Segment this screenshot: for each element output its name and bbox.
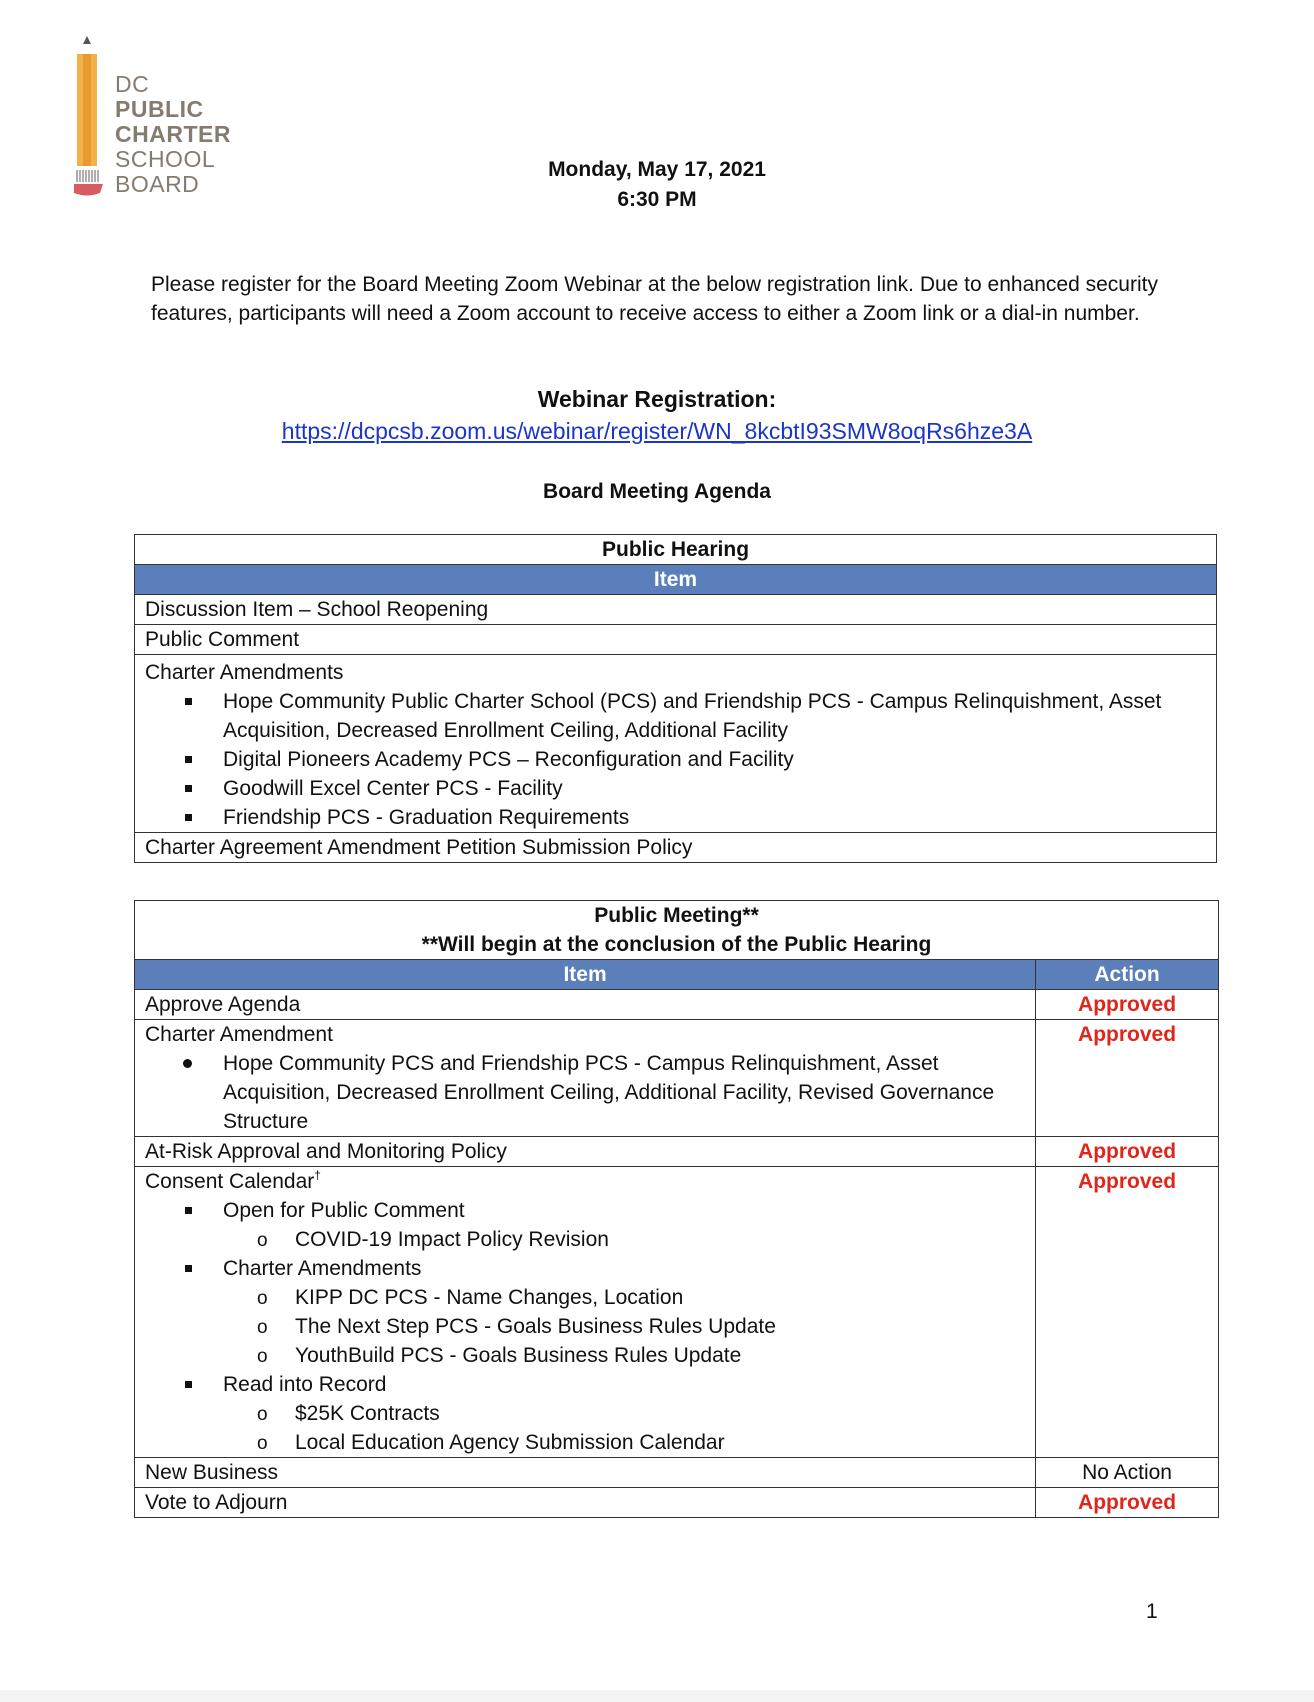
agenda-item: Public Comment [135, 625, 1217, 655]
list-item: Hope Community Public Charter School (PCS) and Friendship PCS - Campus Relinquishment, Asset Acquisition, Decreased Enrollment Ceiling, Additional Facility [145, 687, 1206, 745]
action-status: No Action [1036, 1458, 1219, 1488]
list-item: o $25K Contracts [217, 1399, 1025, 1428]
intro-paragraph: Please register for the Board Meeting Zoom Webinar at the below registration link. Due to enhanced security features, participants will need a Zoom account to receive access to either a Zoom link or a dial-in number. [151, 273, 1158, 325]
agenda-item: Charter Agreement Amendment Petition Submission Policy [135, 833, 1217, 863]
column-header-action: Action [1036, 960, 1219, 990]
agenda-item: New Business [135, 1458, 1036, 1488]
meeting-time: 6:30 PM [617, 188, 697, 211]
list-item: o Local Education Agency Submission Calendar [217, 1428, 1025, 1457]
list-item: Read into Record [145, 1370, 1025, 1399]
list-item: Digital Pioneers Academy PCS – Reconfiguration and Facility [145, 745, 1206, 774]
action-status: Approved [1036, 1167, 1219, 1458]
list-item: Hope Community PCS and Friendship PCS - Campus Relinquishment, Asset Acquisition, Decreased Enrollment Ceiling, Additional Facility, Revised Governance Structure [145, 1049, 1025, 1136]
action-status: Approved [1036, 1020, 1219, 1137]
table-row [135, 833, 1217, 863]
dagger-footnote-mark: † [314, 1168, 321, 1182]
agenda-item: Approve Agenda [135, 990, 1036, 1020]
table-row [135, 990, 1219, 1020]
public-meeting-title: Public Meeting** [594, 904, 759, 927]
public-hearing-title: Public Hearing [135, 535, 1217, 565]
list-item: Friendship PCS - Graduation Requirements [145, 803, 1206, 832]
list-item: Goodwill Excel Center PCS - Facility [145, 774, 1206, 803]
table-row [135, 1458, 1219, 1488]
webinar-registration-link[interactable]: https://dcpcsb.zoom.us/webinar/register/WN_8kcbtI93SMW8oqRs6hze3A [281, 418, 1033, 444]
agenda-title: Board Meeting Agenda [543, 480, 771, 503]
table-row [135, 595, 1217, 625]
public-meeting-table [134, 900, 1219, 1518]
public-meeting-subtitle: **Will begin at the conclusion of the Public Hearing [421, 933, 932, 956]
meeting-datetime [0, 155, 1314, 215]
table-row [135, 1488, 1219, 1518]
agenda-item: Consent Calendar [145, 1170, 315, 1193]
list-item: Charter Amendments [145, 1254, 1025, 1283]
agenda-item: Discussion Item – School Reopening [135, 595, 1217, 625]
agenda-item: Vote to Adjourn [135, 1488, 1036, 1518]
table-row [135, 1020, 1219, 1137]
meeting-date: Monday, May 17, 2021 [548, 158, 766, 181]
list-item: Open for Public Comment [145, 1196, 1025, 1225]
list-item: o KIPP DC PCS - Name Changes, Location [217, 1283, 1025, 1312]
list-item: o The Next Step PCS - Goals Business Rules Update [217, 1312, 1025, 1341]
action-status: Approved [1036, 1137, 1219, 1167]
charter-amendments-list [145, 687, 1206, 832]
action-status: Approved [1036, 1488, 1219, 1518]
column-header-item: Item [135, 960, 1036, 990]
webinar-title: Webinar Registration: [537, 386, 777, 412]
table-row [135, 1137, 1219, 1167]
logo-wordmark: DC PUBLIC CHARTER SCHOOL BOARD [115, 71, 231, 197]
column-header-item: Item [135, 565, 1217, 595]
table-row [135, 655, 1217, 833]
agenda-item: Charter Amendment [145, 1023, 333, 1046]
list-item: o YouthBuild PCS - Goals Business Rules Update [217, 1341, 1025, 1370]
table-row [135, 1167, 1219, 1458]
public-hearing-table [134, 534, 1217, 863]
list-item: o COVID-19 Impact Policy Revision [217, 1225, 1025, 1254]
action-status: Approved [1036, 990, 1219, 1020]
agenda-item: Charter Amendments [145, 661, 344, 684]
agenda-item: At-Risk Approval and Monitoring Policy [135, 1137, 1036, 1167]
table-row [135, 625, 1217, 655]
page-number: 1 [1146, 1600, 1158, 1623]
